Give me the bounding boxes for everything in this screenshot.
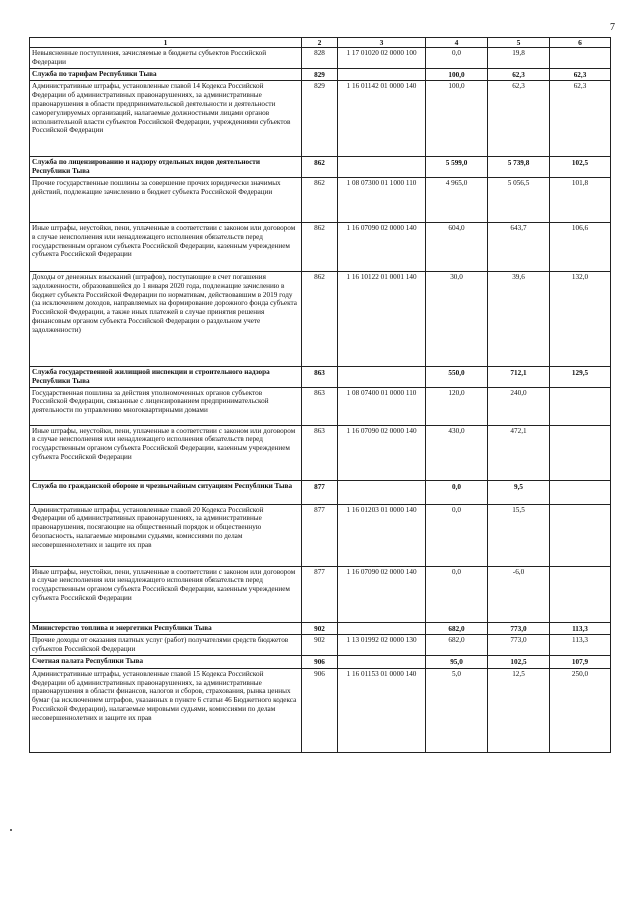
revenue-row (30, 635, 611, 656)
execution-percent: 102,5 (550, 157, 611, 178)
execution-percent: 106,6 (550, 223, 611, 272)
column-header: 6 (550, 38, 611, 48)
plan-value: 4 965,0 (426, 178, 488, 223)
budget-code: 1 08 07300 01 1000 110 (338, 178, 426, 223)
row-name: Служба по лицензированию и надзору отдельных видов деятельности Республики Тыва (30, 157, 302, 178)
plan-value: 430,0 (426, 425, 488, 480)
admin-code: 828 (302, 48, 338, 69)
plan-value: 30,0 (426, 272, 488, 367)
budget-code (338, 367, 426, 388)
admin-code: 877 (302, 480, 338, 504)
revenue-row (30, 425, 611, 480)
organization-row (30, 480, 611, 504)
plan-value: 0,0 (426, 504, 488, 566)
execution-percent: 113,3 (550, 622, 611, 635)
revenue-table (29, 37, 611, 753)
plan-value: 120,0 (426, 387, 488, 425)
revenue-row (30, 48, 611, 69)
budget-code: 1 16 07090 02 0000 140 (338, 566, 426, 622)
column-header: 1 (30, 38, 302, 48)
fact-value: 240,0 (488, 387, 550, 425)
execution-percent: 107,9 (550, 655, 611, 668)
fact-value: 9,5 (488, 480, 550, 504)
page-number: 7 (610, 22, 615, 33)
fact-value: 712,1 (488, 367, 550, 388)
admin-code: 829 (302, 68, 338, 81)
revenue-row (30, 387, 611, 425)
row-name: Служба по гражданской обороне и чрезвычайным ситуациям Республики Тыва (30, 480, 302, 504)
row-name: Иные штрафы, неустойки, пени, уплаченные в соответствии с законом или договором в случае неисполнения или ненадлежащего исполнения обязательств перед государственным органом субъекта Российской Федерации, казенным учреждением субъекта Российской Федерации (30, 425, 302, 480)
plan-value: 100,0 (426, 68, 488, 81)
admin-code: 906 (302, 668, 338, 752)
revenue-row (30, 668, 611, 752)
admin-code: 829 (302, 81, 338, 157)
execution-percent: 113,3 (550, 635, 611, 656)
row-name: Министерство топлива и энергетики Республики Тыва (30, 622, 302, 635)
row-name: Доходы от денежных взысканий (штрафов), поступающие в счет погашения задолженности, образовавшейся до 1 января 2020 года, подлежащие зачислению в бюджет субъекта Российской Федерации по нормативам, действовавшим в 2019 году (за исключением доходов, направляемых на формирование дорожного фонда субъекта Российской Федерации, а также иных платежей в случае принятия решения финансовым органом субъекта Российской Федерации о раздельном учете задолженности) (30, 272, 302, 367)
fact-value: 62,3 (488, 81, 550, 157)
admin-code: 862 (302, 157, 338, 178)
execution-percent: 101,8 (550, 178, 611, 223)
budget-code (338, 480, 426, 504)
fact-value: 5 056,5 (488, 178, 550, 223)
organization-row (30, 157, 611, 178)
plan-value: 0,0 (426, 566, 488, 622)
organization-row (30, 68, 611, 81)
fact-value: 773,0 (488, 622, 550, 635)
plan-value: 0,0 (426, 48, 488, 69)
execution-percent (550, 566, 611, 622)
budget-code: 1 16 07090 02 0000 140 (338, 223, 426, 272)
column-header: 2 (302, 38, 338, 48)
plan-value: 0,0 (426, 480, 488, 504)
admin-code: 906 (302, 655, 338, 668)
budget-code (338, 655, 426, 668)
column-header: 3 (338, 38, 426, 48)
execution-percent (550, 387, 611, 425)
admin-code: 862 (302, 178, 338, 223)
row-name: Административные штрафы, установленные главой 15 Кодекса Российской Федерации об административных правонарушениях, за административные правонарушения в области финансов, налогов и сборов, страхования, рынка ценных бумаг (за исключением штрафов, указанных в пункте 6 статьи 46 Бюджетного кодекса Российской Федерации), налагаемые мировыми судьями, комиссиями по делам несовершеннолетних и защите их прав (30, 668, 302, 752)
admin-code: 863 (302, 425, 338, 480)
fact-value: 39,6 (488, 272, 550, 367)
fact-value: 472,1 (488, 425, 550, 480)
admin-code: 902 (302, 635, 338, 656)
plan-value: 604,0 (426, 223, 488, 272)
execution-percent: 250,0 (550, 668, 611, 752)
execution-percent (550, 480, 611, 504)
plan-value: 5,0 (426, 668, 488, 752)
organization-row (30, 367, 611, 388)
row-name: Прочие государственные пошлины за совершение прочих юридически значимых действий, подлежащие зачислению в бюджет субъекта Российской Федерации (30, 178, 302, 223)
budget-code: 1 08 07400 01 0000 110 (338, 387, 426, 425)
row-name: Государственная пошлина за действия уполномоченных органов субъектов Российской Федерации, связанные с лицензированием предпринимательской деятельности по управлению многоквартирными домами (30, 387, 302, 425)
row-name: Административные штрафы, установленные главой 20 Кодекса Российской Федерации об административных правонарушениях, за административные правонарушения, посягающие на общественный порядок и общественную безопасность, налагаемые мировыми судьями, комиссиями по делам несовершеннолетних и защите их прав (30, 504, 302, 566)
admin-code: 863 (302, 367, 338, 388)
budget-code: 1 16 10122 01 0001 140 (338, 272, 426, 367)
revenue-row (30, 272, 611, 367)
execution-percent: 62,3 (550, 68, 611, 81)
row-name: Служба государственной жилищной инспекции и строительного надзора Республики Тыва (30, 367, 302, 388)
fact-value: 15,5 (488, 504, 550, 566)
budget-code: 1 16 01203 01 0000 140 (338, 504, 426, 566)
fact-value: 643,7 (488, 223, 550, 272)
column-number-row (30, 38, 611, 48)
fact-value: 773,0 (488, 635, 550, 656)
revenue-row (30, 178, 611, 223)
budget-code (338, 622, 426, 635)
row-name: Счетная палата Республики Тыва (30, 655, 302, 668)
execution-percent: 129,5 (550, 367, 611, 388)
budget-code: 1 17 01020 02 0000 100 (338, 48, 426, 69)
budget-code (338, 68, 426, 81)
revenue-row (30, 223, 611, 272)
admin-code: 863 (302, 387, 338, 425)
plan-value: 95,0 (426, 655, 488, 668)
row-name: Прочие доходы от оказания платных услуг (работ) получателями средств бюджетов субъектов Российской Федерации (30, 635, 302, 656)
column-header: 5 (488, 38, 550, 48)
plan-value: 550,0 (426, 367, 488, 388)
revenue-row (30, 81, 611, 157)
execution-percent (550, 48, 611, 69)
row-name: Иные штрафы, неустойки, пени, уплаченные в соответствии с законом или договором в случае неисполнения или ненадлежащего исполнения обязательств перед государственным органом субъекта Российской Федерации, казенным учреждением субъекта Российской Федерации (30, 566, 302, 622)
execution-percent (550, 425, 611, 480)
budget-code: 1 13 01992 02 0000 130 (338, 635, 426, 656)
admin-code: 877 (302, 504, 338, 566)
row-name: Административные штрафы, установленные главой 14 Кодекса Российской Федерации об административных правонарушениях, за административные правонарушения в области предпринимательской деятельности и деятельности саморегулируемых организаций, налагаемые должностными лицами органов исполнительной власти субъектов Российской Федерации, учреждениями субъектов Российской Федерации (30, 81, 302, 157)
admin-code: 862 (302, 223, 338, 272)
fact-value: -6,0 (488, 566, 550, 622)
admin-code: 862 (302, 272, 338, 367)
organization-row (30, 622, 611, 635)
budget-code: 1 16 01153 01 0000 140 (338, 668, 426, 752)
admin-code: 902 (302, 622, 338, 635)
execution-percent: 62,3 (550, 81, 611, 157)
row-name: Служба по тарифам Республики Тыва (30, 68, 302, 81)
budget-code: 1 16 01142 01 0000 140 (338, 81, 426, 157)
execution-percent (550, 504, 611, 566)
fact-value: 5 739,8 (488, 157, 550, 178)
plan-value: 682,0 (426, 622, 488, 635)
scan-speck (10, 829, 12, 831)
plan-value: 682,0 (426, 635, 488, 656)
row-name: Иные штрафы, неустойки, пени, уплаченные в соответствии с законом или договором в случае неисполнения или ненадлежащего исполнения обязательств перед государственным органом субъекта Российской Федерации, казенным учреждением субъекта Российской Федерации (30, 223, 302, 272)
execution-percent: 132,0 (550, 272, 611, 367)
fact-value: 19,8 (488, 48, 550, 69)
row-name: Невыясненные поступления, зачисляемые в бюджеты субъектов Российской Федерации (30, 48, 302, 69)
organization-row (30, 655, 611, 668)
budget-code (338, 157, 426, 178)
column-header: 4 (426, 38, 488, 48)
plan-value: 5 599,0 (426, 157, 488, 178)
fact-value: 62,3 (488, 68, 550, 81)
budget-code: 1 16 07090 02 0000 140 (338, 425, 426, 480)
revenue-row (30, 504, 611, 566)
revenue-row (30, 566, 611, 622)
fact-value: 12,5 (488, 668, 550, 752)
fact-value: 102,5 (488, 655, 550, 668)
admin-code: 877 (302, 566, 338, 622)
plan-value: 100,0 (426, 81, 488, 157)
